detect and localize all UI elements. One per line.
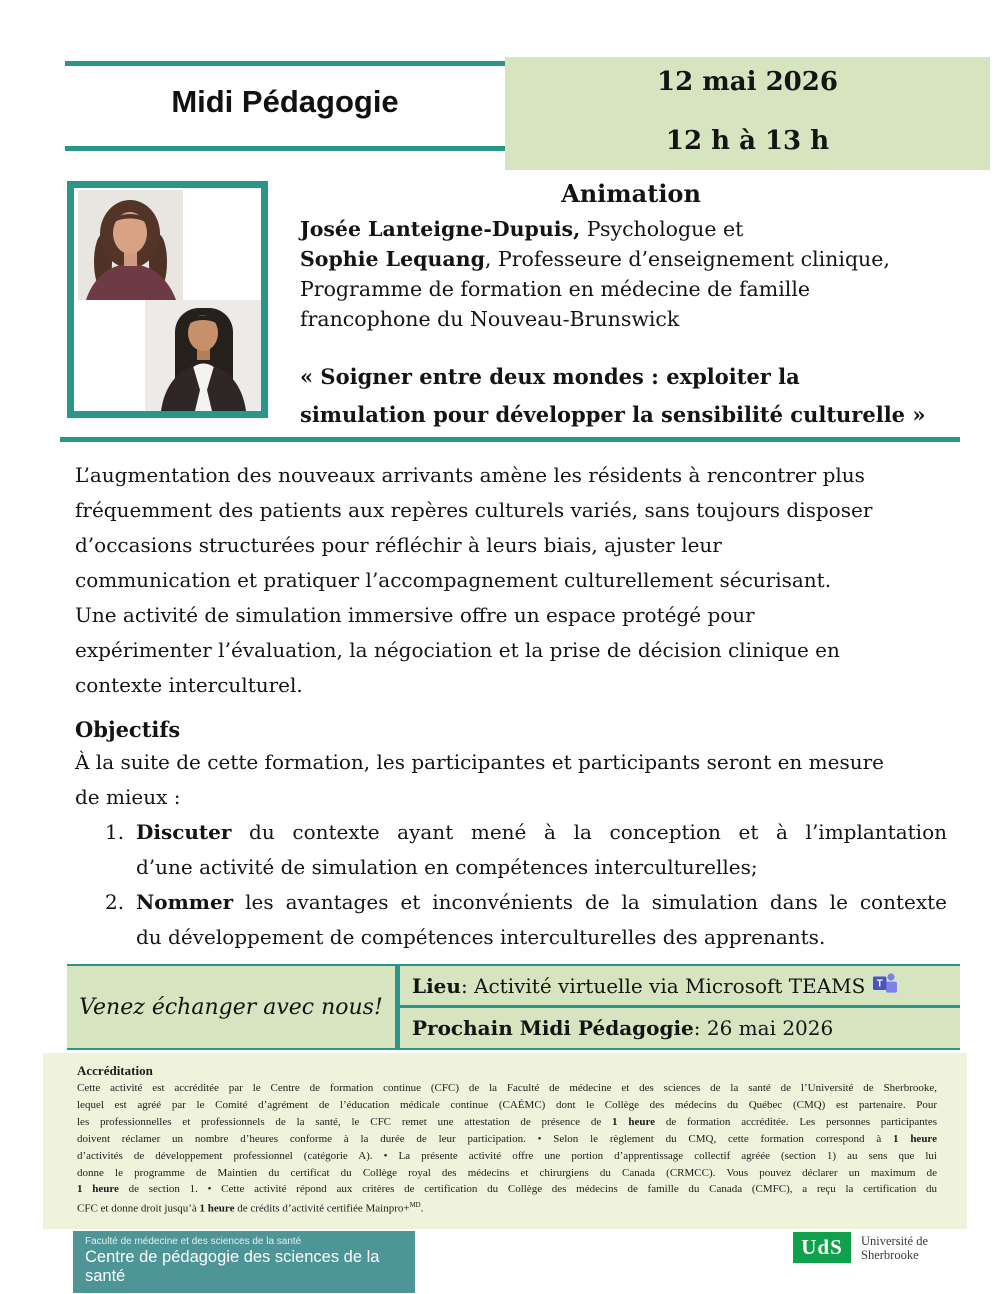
event-info-table xyxy=(67,964,960,1050)
objective-item-1 xyxy=(75,815,947,885)
speaker-photos-frame xyxy=(67,181,268,418)
speaker-photo-1 xyxy=(78,190,183,300)
page-title: Midi Pédagogie xyxy=(171,84,399,119)
event-date: 12 mai 2026 xyxy=(657,67,838,97)
university-name: Université de Sherbrooke xyxy=(861,1233,928,1262)
date-time-box xyxy=(505,57,990,170)
next-session-row xyxy=(400,1008,960,1050)
info-cells xyxy=(400,964,960,1050)
accreditation-text: Cette activité est accréditée par le Centre de formation continue (CFC) de la Faculté de médecine et des sciences de la santé de l’Université de Sherbrooke, lequel est agréé par le Comité d’agrément de l’éducation médicale continue (CAÉMC) dont le Collège des médecins du Québec (CMQ) est partenaire. Pour les professionnelles et professionnels de la santé, le CFC remet une attestation de présence de 1 heure de formation accréditée. Les personnes participantes doivent réclamer un nombre d’heures conforme à la durée de leur participation. • Selon le règlement du CMQ, cette formation correspond à 1 heure d’activités de développement professionnel (catégorie A). • La présente activité offre une portion d’apprentissage collectif agréée (section 1) au sens que lui donne le programme de Maintien du certificat du Collège royal des médecins et chirurgiens du Canada (CRMCC). Vous pouvez déclarer un maximum de 1 heure de section 1. • Cette activité répond aux critères de certification du Collège des médecins de famille du Canada (CMFC), a reçu la certification du CFC et donne droit jusqu’à 1 heure de crédits d’activité certifiée Mainpro+$^{MD}$. xyxy=(77,1082,938,1215)
speaker-photo-2 xyxy=(145,300,261,411)
next-session-value: : 26 mai 2026 xyxy=(693,1016,834,1040)
objective-text: Discuter du contexte ayant mené à la conception et à l’implantation d’une activité de simulation en compétences interculturelles; xyxy=(136,820,947,879)
location-value: : Activité virtuelle via Microsoft TEAMS xyxy=(460,973,866,998)
speaker-names: Josée Lanteigne-Dupuis, Psychologue et Sophie Lequang, Professeure d’enseignement clinique, Programme de formation en médecine de famille francophone du Nouveau-Brunswick xyxy=(300,217,890,331)
location-row xyxy=(400,964,960,1005)
header-top-rule xyxy=(65,61,505,66)
microsoft-teams-icon xyxy=(873,972,898,999)
next-session-label: Prochain Midi Pédagogie xyxy=(412,1016,694,1040)
svg-text:T: T xyxy=(877,978,884,990)
location-label: Lieu xyxy=(412,973,461,998)
university-logo xyxy=(793,1232,928,1263)
objectives-heading: Objectifs xyxy=(75,717,181,742)
footer-banner xyxy=(73,1231,415,1293)
description-paragraph: L’augmentation des nouveaux arrivants amène les résidents à rencontrer plus fréquemment des patients aux repères culturels variés, sans toujours disposer d’occasions structurées pour réfléchir à leurs biais, ajuster leur communication et pratiquer l’accompagnement culturellement sécurisant. Une activité de simulation immersive offre un espace protégé pour expérimenter l’évaluation, la négociation et la prise de décision clinique en contexte interculturel. xyxy=(75,463,873,697)
faculty-name: Faculté de médecine et des sciences de la santé xyxy=(85,1236,302,1247)
objective-item-2 xyxy=(75,885,947,955)
animation-section xyxy=(300,178,962,434)
accreditation-heading: Accréditation xyxy=(77,1063,153,1078)
center-name: Centre de pédagogie des sciences de la santé xyxy=(85,1248,380,1285)
event-time: 12 h à 13 h xyxy=(665,126,830,156)
animation-heading: Animation xyxy=(561,179,701,208)
objectives-intro: À la suite de cette formation, les participantes et participants seront en mesure de mieux : xyxy=(75,750,884,809)
objective-number: 2. xyxy=(105,890,125,914)
main-content xyxy=(75,458,947,1050)
uds-logo-mark: UdS xyxy=(793,1232,851,1263)
objective-number: 1. xyxy=(105,820,125,844)
cta-cell xyxy=(67,964,395,1050)
header-bottom-rule xyxy=(65,146,505,151)
talk-title: « Soigner entre deux mondes : exploiter la simulation pour développer la sensibilité culturelle » xyxy=(300,364,926,427)
accreditation-box xyxy=(43,1053,967,1229)
cta-text: Venez échanger avec nous! xyxy=(79,994,383,1020)
objective-text: Nommer les avantages et inconvénients de la simulation dans le contexte du développement de compétences interculturelles des apprenants. xyxy=(136,890,947,949)
section-divider-rule xyxy=(60,437,960,442)
